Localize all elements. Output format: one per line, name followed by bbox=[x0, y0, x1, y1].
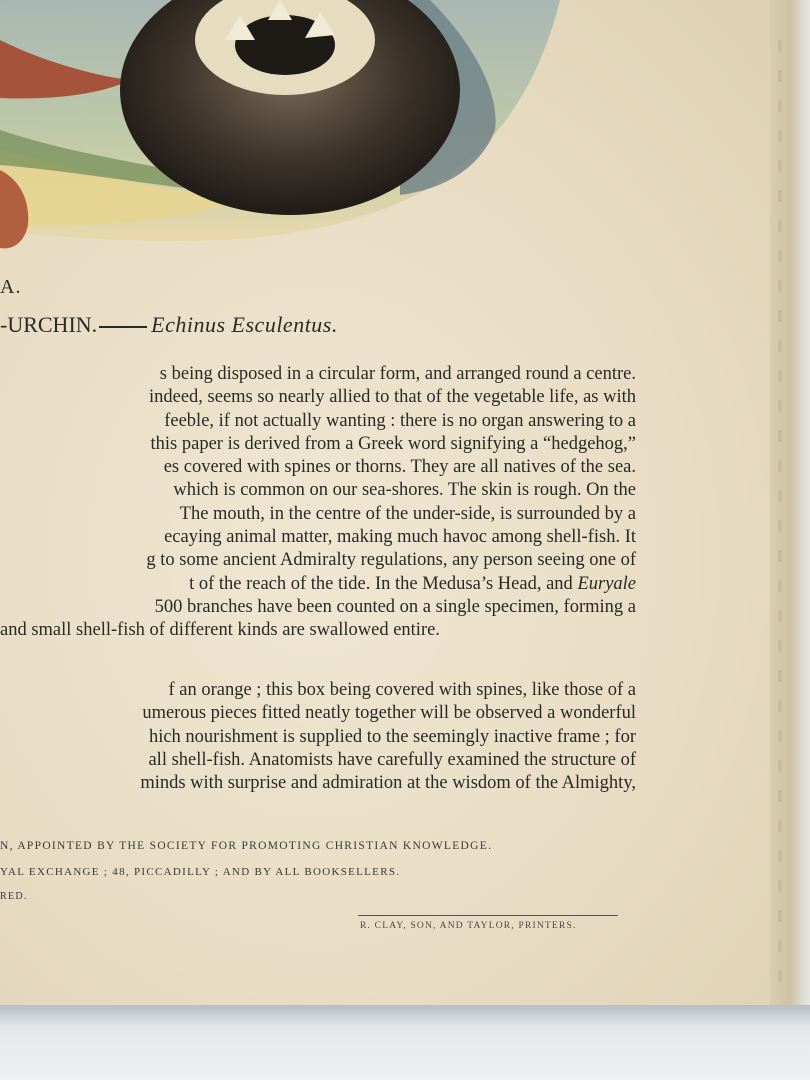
text-line: ecaying animal matter, making much havoc among shell-fish. It bbox=[164, 527, 636, 548]
text-line: 500 branches have been counted on a single specimen, forming a bbox=[154, 596, 636, 617]
text-line: g to some ancient Admiralty regulations, any person seeing one of bbox=[146, 550, 636, 571]
text-line: The mouth, in the centre of the under-side, is surrounded by a bbox=[179, 503, 636, 524]
publisher-line-2: YAL EXCHANGE ; 48, PICCADILLY ; AND BY ALL BOOKSELLERS. bbox=[0, 866, 401, 878]
paragraph-1 bbox=[0, 363, 636, 643]
sea-urchin-illustration bbox=[0, 0, 580, 260]
title-latin-name: Echinus Esculentus. bbox=[151, 312, 338, 337]
text-line: umerous pieces fitted neatly together will be observed a wonderful bbox=[142, 703, 636, 724]
text-line: this paper is derived from a Greek word signifying a “hedgehog,” bbox=[150, 433, 636, 454]
plate-letter: A. bbox=[0, 276, 22, 298]
paragraph-2 bbox=[0, 679, 636, 795]
genus-name: Euryale bbox=[577, 573, 636, 594]
publisher-line-3: RED. bbox=[0, 891, 28, 902]
text-line: t of the reach of the tide. In the Medusa’s Head, and Euryale bbox=[189, 573, 636, 594]
text-line: s being disposed in a circular form, and arranged round a centre. bbox=[159, 364, 636, 384]
title-common-name: -URCHIN. bbox=[0, 312, 98, 337]
background-surface bbox=[0, 1005, 810, 1080]
publisher-line-1: N, APPOINTED BY THE SOCIETY FOR PROMOTING CHRISTIAN KNOWLEDGE. bbox=[0, 840, 493, 852]
text-line: indeed, seems so nearly allied to that of the vegetable life, as with bbox=[148, 387, 636, 408]
text-line: all shell-fish. Anatomists have carefully examined the structure of bbox=[148, 749, 636, 770]
printer-imprint: R. CLAY, SON, AND TAYLOR, PRINTERS. bbox=[360, 921, 577, 931]
text-line: minds with surprise and admiration at the wisdom of the Almighty, bbox=[140, 773, 636, 794]
text-line: es covered with spines or thorns. They are all natives of the sea. bbox=[163, 457, 636, 478]
page-edge bbox=[770, 0, 810, 1005]
binding-edge bbox=[778, 40, 782, 1000]
text-line: which is common on our sea-shores. The skin is rough. On the bbox=[173, 480, 636, 501]
plate-title bbox=[0, 312, 338, 338]
printer-rule bbox=[358, 915, 618, 916]
text-line: hich nourishment is supplied to the seemingly inactive frame ; for bbox=[148, 726, 636, 747]
text-line: and small shell-fish of different kinds are swallowed entire. bbox=[0, 620, 440, 641]
text-line: f an orange ; this box being covered with spines, like those of a bbox=[168, 680, 636, 700]
title-dash bbox=[99, 326, 147, 328]
text-line: feeble, if not actually wanting : there is no organ answering to a bbox=[164, 410, 636, 431]
